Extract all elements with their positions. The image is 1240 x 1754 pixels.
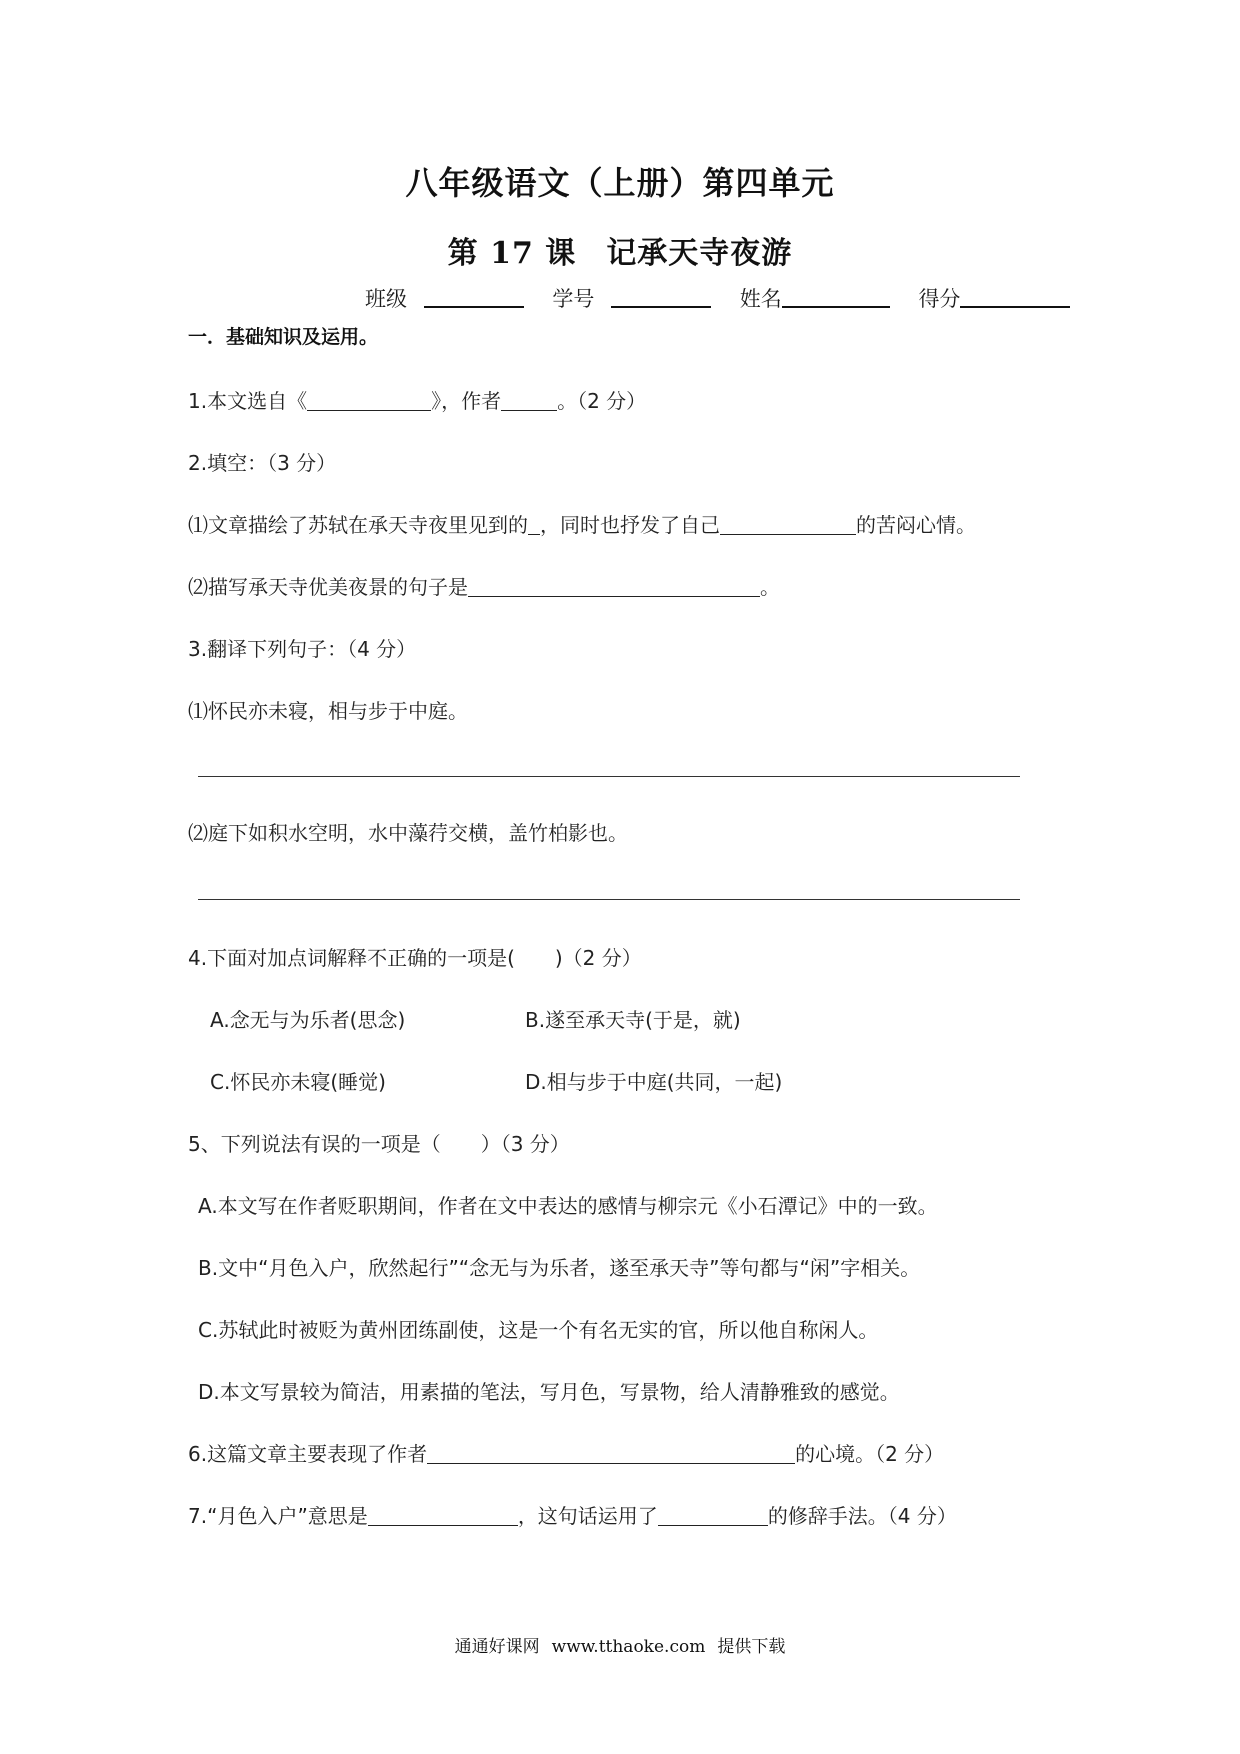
question-1 xyxy=(188,385,646,414)
q4-option-b[interactable]: B.遂至承天寺(于是，就) xyxy=(525,1008,741,1032)
q6-suffix: 的心境。（2 分） xyxy=(795,1442,945,1466)
q4-option-c[interactable]: C.怀民亦未寝(睡觉) xyxy=(210,1070,386,1094)
footer-note: 提供下载 xyxy=(717,1637,786,1657)
class-label: 班级 xyxy=(365,287,407,311)
q7-suffix: 的修辞手法。（4 分） xyxy=(767,1504,957,1528)
lesson-title: 记承天寺夜游 xyxy=(606,236,793,271)
student-id-blank[interactable] xyxy=(611,284,711,308)
lesson-heading xyxy=(0,228,1240,272)
question-7 xyxy=(188,1500,957,1529)
q7-mid: ，这句话运用了 xyxy=(517,1504,658,1528)
q2-s2-prefix: ⑵描写承天寺优美夜景的句子是 xyxy=(188,575,468,599)
q7-device-blank[interactable] xyxy=(658,1505,768,1526)
q7-prefix: 7.“月色入户”意思是 xyxy=(188,1504,368,1528)
q5-option-b[interactable]: B.文中“月色入户，欣然起行”“念无与为乐者，遂至承天寺”等句都与“闲”字相关。 xyxy=(198,1256,921,1280)
q4-option-a[interactable]: A.念无与为乐者(思念) xyxy=(210,1008,406,1032)
q2-s2-suffix: 。 xyxy=(760,575,780,599)
q2-s2-blank[interactable] xyxy=(468,576,760,597)
question-3-item-1: ⑴怀民亦未寝，相与步于中庭。 xyxy=(188,699,468,723)
q2-s1-blank-1[interactable] xyxy=(528,514,540,535)
q1-source-blank[interactable] xyxy=(307,390,431,411)
q1-mid: 》，作者 xyxy=(431,389,502,413)
score-label: 得分 xyxy=(918,287,961,311)
q7-meaning-blank[interactable] xyxy=(368,1505,518,1526)
question-5-stem: 5、下列说法有误的一项是（ ）（3 分） xyxy=(188,1132,570,1156)
q5-option-a[interactable]: A.本文写在作者贬职期间，作者在文中表达的感情与柳宗元《小石潭记》中的一致。 xyxy=(198,1194,938,1218)
q2-s1-prefix: ⑴文章描绘了苏轼在承天寺夜里见到的 xyxy=(188,513,528,537)
footer-url[interactable]: www.tthaoke.com xyxy=(551,1637,706,1657)
q5-option-c[interactable]: C.苏轼此时被贬为黄州团练副使，这是一个有名无实的官，所以他自称闲人。 xyxy=(198,1318,879,1342)
question-6 xyxy=(188,1438,944,1467)
question-4-stem: 4.下面对加点词解释不正确的一项是( )（2 分） xyxy=(188,946,642,970)
q1-prefix: 1.本文选自《 xyxy=(188,389,308,413)
q2-s1-blank-2[interactable] xyxy=(720,514,856,535)
name-blank[interactable] xyxy=(782,284,890,308)
footer-site: 通通好课网 xyxy=(454,1637,540,1657)
q4-option-d[interactable]: D.相与步于中庭(共同，一起) xyxy=(525,1070,783,1094)
q3-answer-line-1[interactable] xyxy=(198,776,1020,777)
score-blank[interactable] xyxy=(960,284,1070,308)
question-2-item-2 xyxy=(188,571,780,600)
question-3-item-2: ⑵庭下如积水空明，水中藻荇交横，盖竹柏影也。 xyxy=(188,821,628,845)
page-footer xyxy=(0,1632,1240,1657)
section-heading: 一．基础知识及运用。 xyxy=(188,326,379,348)
page-title: 八年级语文（上册）第四单元 xyxy=(405,164,835,202)
q3-answer-line-2[interactable] xyxy=(198,899,1020,900)
q5-option-d[interactable]: D.本文写景较为简洁，用素描的笔法，写月色，写景物，给人清静雅致的感觉。 xyxy=(198,1380,900,1404)
q2-s1-mid: ，同时也抒发了自己 xyxy=(540,513,720,537)
q1-author-blank[interactable] xyxy=(501,390,557,411)
lesson-number: 第 17 课 xyxy=(447,236,577,271)
name-label: 姓名 xyxy=(739,287,782,311)
question-2-stem: 2.填空：（3 分） xyxy=(188,451,337,475)
class-blank[interactable] xyxy=(424,284,524,308)
q1-suffix: 。（2 分） xyxy=(557,389,647,413)
q6-prefix: 6.这篇文章主要表现了作者 xyxy=(188,1442,428,1466)
question-3-stem: 3.翻译下列句子：（4 分） xyxy=(188,637,417,661)
student-info-row xyxy=(365,283,1070,313)
q2-s1-suffix: 的苦闷心情。 xyxy=(856,513,976,537)
student-id-label: 学号 xyxy=(552,287,595,311)
question-2-item-1 xyxy=(188,509,976,538)
q6-blank[interactable] xyxy=(427,1443,795,1464)
